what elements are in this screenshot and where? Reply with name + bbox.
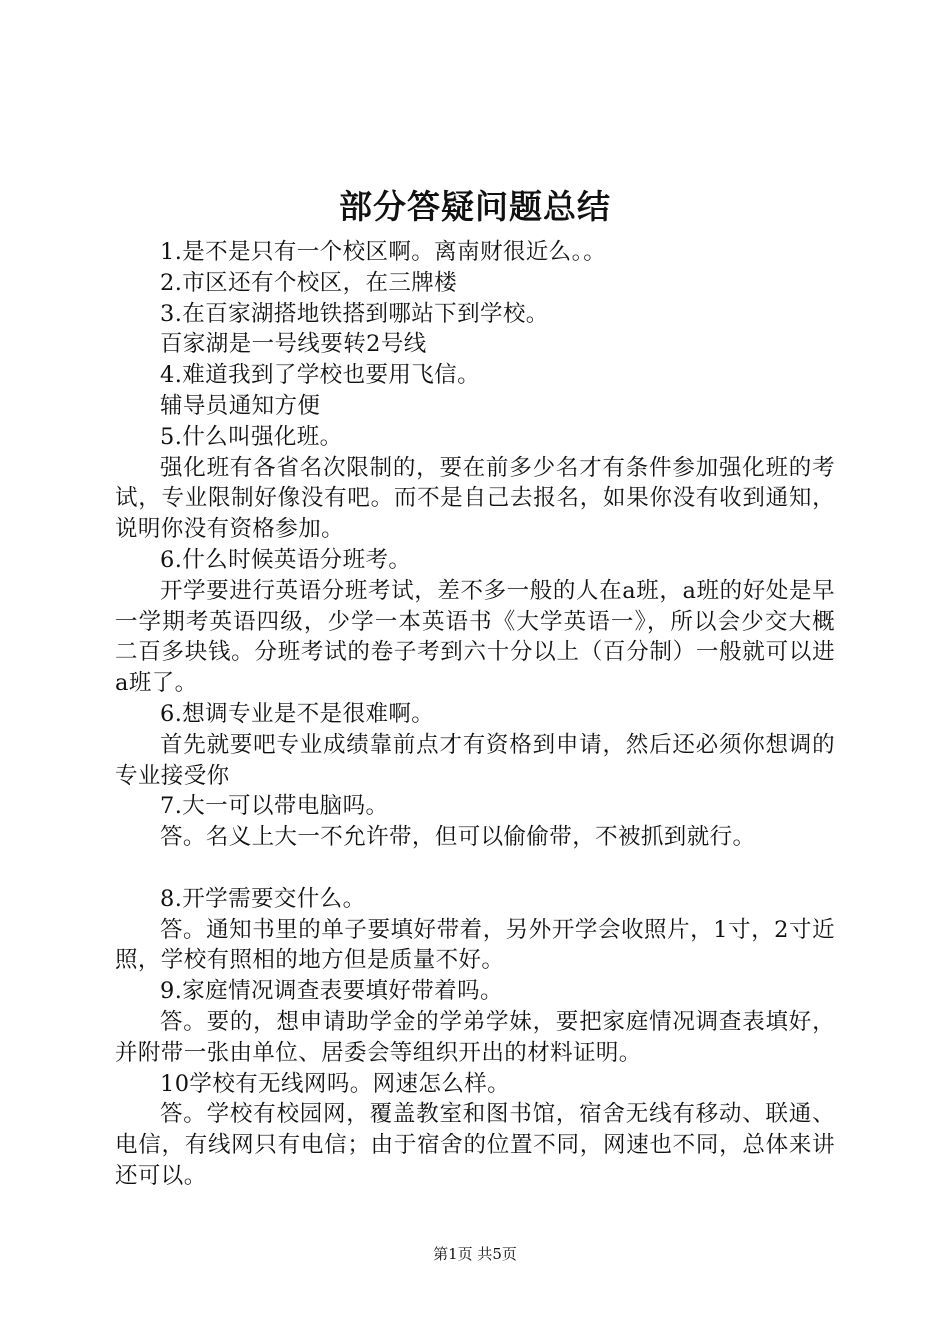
paragraph: 开学要进行英语分班考试，差不多一般的人在a班，a班的好处是早一学期考英语四级，少学一本英语书《大学英语一》，所以会少交大概二百多块钱。分班考试的卷子考到六十分以上（百分制）一般就可以进a班了。 [115, 577, 835, 697]
paragraph: 答。通知书里的单子要填好带着，另外开学会收照片，1寸，2寸近照，学校有照相的地方但是质量不好。 [115, 916, 835, 974]
paragraph: 答。要的，想申请助学金的学弟学妹，要把家庭情况调查表填好，并附带一张由单位、居委会等组织开出的材料证明。 [115, 1008, 835, 1066]
document-body [115, 237, 835, 1192]
paragraph: 10学校有无线网吗。网速怎么样。 [160, 1070, 511, 1097]
paragraph: 8.开学需要交什么。 [160, 885, 366, 912]
paragraph: 首先就要吧专业成绩靠前点才有资格到申请，然后还必须你想调的专业接受你 [115, 731, 835, 789]
document-title: 部分答疑问题总结 [339, 187, 611, 226]
paragraph: 强化班有各省名次限制的，要在前多少名才有条件参加强化班的考试，专业限制好像没有吧。而不是自己去报名，如果你没有收到通知，说明你没有资格参加。 [115, 454, 835, 543]
paragraph: 2.市区还有个校区，在三牌楼 [160, 269, 458, 296]
paragraph: 百家湖是一号线要转2号线 [160, 331, 427, 358]
paragraph: 答。学校有校园网，覆盖教室和图书馆，宿舍无线有移动、联通、电信，有线网只有电信；由于宿舍的位置不同，网速也不同，总体来讲还可以。 [115, 1101, 835, 1189]
paragraph: 6.什么时候英语分班考。 [160, 546, 412, 573]
paragraph: 1.是不是只有一个校区啊。离南财很近么。。 [160, 239, 607, 265]
paragraph: 6.想调专业是不是很难啊。 [160, 700, 435, 727]
paragraph: 9.家庭情况调查表要填好带着吗。 [160, 978, 503, 1005]
paragraph: 辅导员通知方便 [160, 392, 321, 419]
blank-line [115, 853, 835, 884]
paragraph: 5.什么叫强化班。 [160, 423, 343, 450]
paragraph: 4.难道我到了学校也要用飞信。 [160, 362, 480, 389]
paragraph: 3.在百家湖搭地铁搭到哪站下到学校。 [160, 300, 549, 327]
paragraph: 7.大一可以带电脑吗。 [160, 793, 389, 820]
page-number-footer: 第1页 共5页 [433, 1245, 517, 1263]
paragraph: 答。名义上大一不允许带，但可以偷偷带，不被抓到就行。 [160, 824, 756, 851]
